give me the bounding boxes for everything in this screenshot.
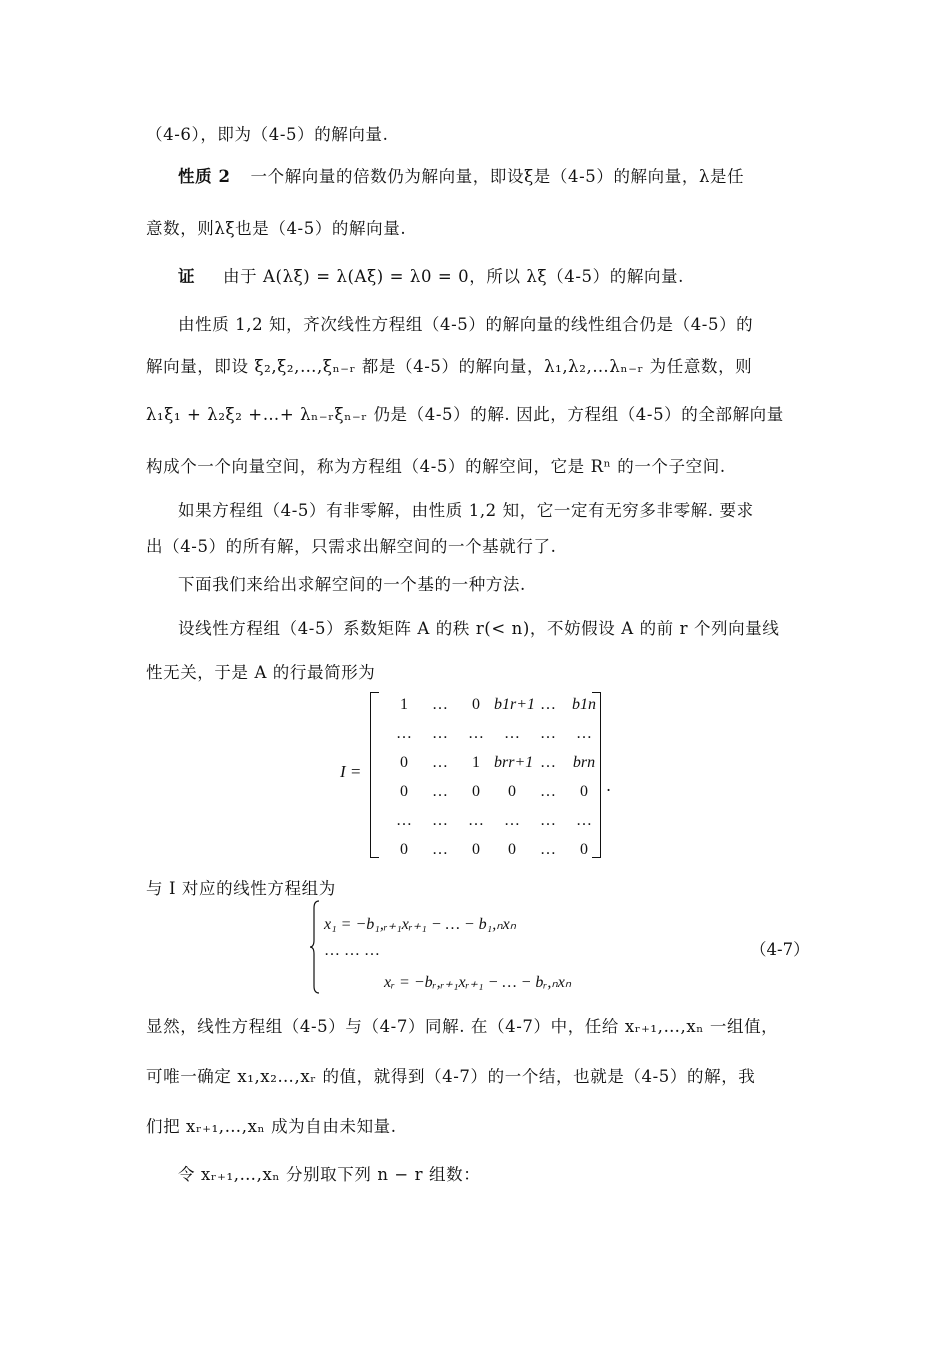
matrix-cell: 0 [580,841,588,858]
equation-number: （4-7） [750,940,810,959]
property-text: 一个解向量的倍数仍为解向量，即设ξ是（4-5）的解向量，λ是任 [250,167,745,186]
matrix-cell: 0 [400,841,408,858]
property-2-line [178,166,810,188]
matrix-cell: … [468,812,484,829]
text-line: 由性质 1,2 知，齐次线性方程组（4-5）的解向量的线性组合仍是（4-5）的 [178,315,754,334]
proof-label: 证 [178,267,196,286]
matrix-cell: … [540,783,556,800]
text-line: （4-6），即为（4-5）的解向量. [146,125,389,144]
matrix-cell: … [540,812,556,829]
matrix-cell: … [504,812,520,829]
text-line: 显然，线性方程组（4-5）与（4-7）同解. 在（4-7）中，任给 xᵣ₊₁,…,xₙ 一组值， [146,1017,779,1036]
right-bracket [592,692,601,858]
matrix-cell: … [432,812,448,829]
equation-system [310,900,790,996]
matrix-cell: 0 [580,783,588,800]
matrix-label: I = [340,762,362,781]
proof-text: 由于 A(λξ) = λ(Aξ) = λ0 = 0，所以 λξ（4-5）的解向量. [222,267,684,286]
system-row-1: x₁ = −b₁,ᵣ₊₁xᵣ₊₁ − … − b₁,ₙxₙ [324,916,517,933]
text-line: 与 I 对应的线性方程组为 [146,879,336,898]
text-line: λ₁ξ₁ + λ₂ξ₂ +…+ λₙ₋ᵣξₙ₋ᵣ 仍是（4-5）的解. 因此，方程组（4-5）的全部解向量 [146,405,784,424]
matrix-cell: … [540,696,556,713]
text-line: 如果方程组（4-5）有非零解，由性质 1,2 知，它一定有无穷多非零解. 要求 [178,501,754,520]
matrix-cell: … [540,754,556,771]
text-line: 令 xᵣ₊₁,…,xₙ 分别取下列 n − r 组数： [178,1165,481,1184]
text-line: 构成个一个向量空间，称为方程组（4-5）的解空间，它是 Rⁿ 的一个子空间. [146,457,726,476]
text-line: 们把 xᵣ₊₁,…,xₙ 成为自由未知量. [146,1117,397,1136]
matrix-cell: … [540,841,556,858]
matrix-cell: 1 [400,696,408,713]
text-line: 解向量，即设 ξ₂,ξ₂,…,ξₙ₋ᵣ 都是（4-5）的解向量，λ₁,λ₂,…λₙ₋ᵣ 为任意数，则 [146,357,753,376]
matrix-cell: … [504,725,520,742]
matrix-cell: brr+1 [494,754,534,771]
matrix-cell: 0 [400,783,408,800]
matrix-cell: … [540,725,556,742]
matrix-cell: … [432,754,448,771]
matrix-cell: 0 [472,841,480,858]
matrix-cell: 0 [472,783,480,800]
system-row-3: xᵣ = −bᵣ,ᵣ₊₁xᵣ₊₁ − … − bᵣ,ₙxₙ [384,974,572,991]
matrix-grid [386,690,606,864]
left-brace [310,900,320,994]
left-bracket [370,692,379,858]
matrix-cell: 0 [508,841,516,858]
matrix-cell: … [432,841,448,858]
matrix-cell: … [576,812,592,829]
matrix-cell: 0 [508,783,516,800]
matrix-cell: … [432,696,448,713]
matrix-cell: … [396,812,412,829]
matrix-cell: 0 [472,696,480,713]
matrix-cell: b1n [572,696,596,713]
reduced-row-echelon-matrix [340,690,630,860]
matrix-cell: 0 [400,754,408,771]
property-label: 性质 2 [178,167,231,186]
matrix-cell: 1 [472,754,480,771]
matrix-cell: … [396,725,412,742]
text-line: 出（4-5）的所有解，只需求出解空间的一个基就行了. [146,537,557,556]
system-row-2: … … … [324,942,380,959]
text-line: 意数，则λξ也是（4-5）的解向量. [146,219,407,238]
text-line: 性无关，于是 A 的行最简形为 [146,663,376,682]
matrix-cell: b1r+1 [494,696,536,713]
matrix-cell: … [432,725,448,742]
matrix-cell: … [468,725,484,742]
text-line: 可唯一确定 x₁,x₂…,xᵣ 的值，就得到（4-7）的一个结，也就是（4-5）的解，我 [146,1067,756,1086]
matrix-cell: brn [572,754,596,771]
text-line: 设线性方程组（4-5）系数矩阵 A 的秩 r(< n)，不妨假设 A 的前 r 个列向量线 [178,619,780,638]
matrix-cell: … [576,725,592,742]
matrix-cell: … [432,783,448,800]
proof-line [178,266,810,288]
matrix-period: . [606,776,612,795]
text-line: 下面我们来给出求解空间的一个基的一种方法. [178,575,526,594]
